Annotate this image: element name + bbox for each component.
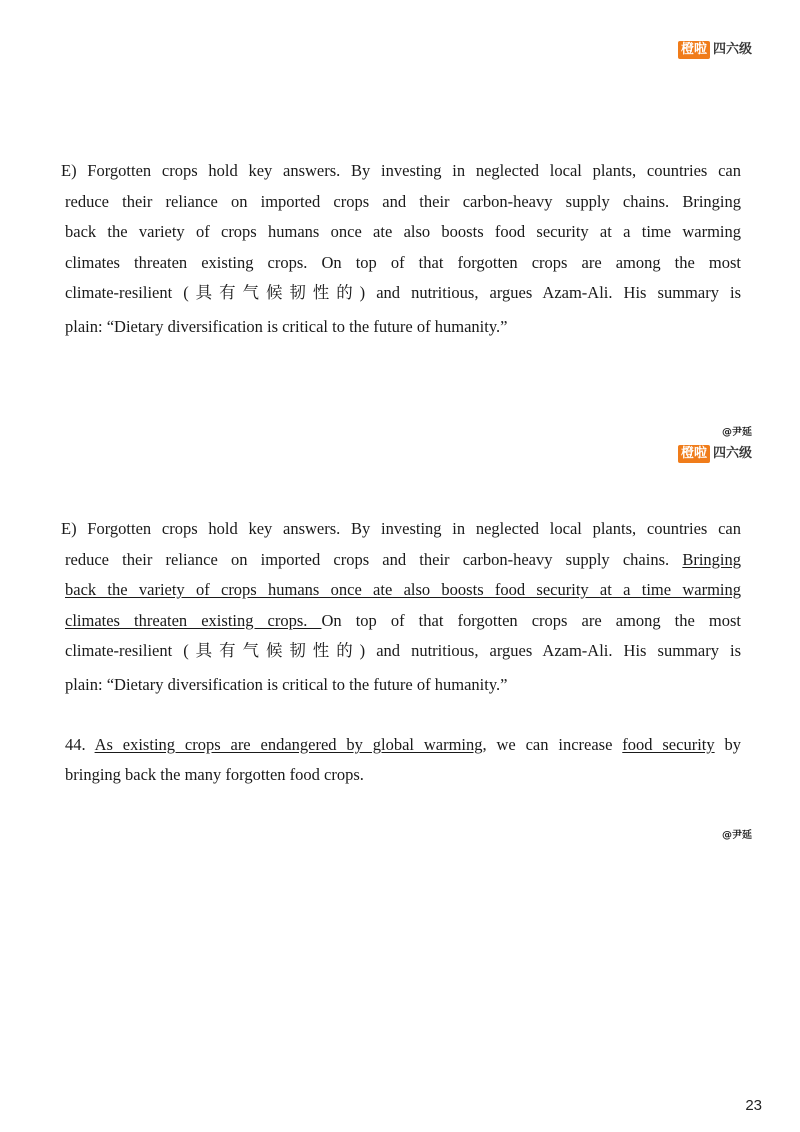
author-watermark: @尹延 bbox=[722, 830, 752, 841]
question-text: by bbox=[714, 735, 741, 754]
passage-text: On top of that forgotten crops are among the most bbox=[321, 610, 741, 630]
passage-e bbox=[48, 156, 741, 345]
passage-line: climates threaten existing crops. On top of that forgotten crops are among the most bbox=[65, 252, 741, 272]
brand-logo-tag: 四六级 bbox=[712, 446, 752, 461]
passage-e-annotated bbox=[48, 514, 741, 703]
passage-line: climate-resilient (具有气候韧性的) and nutritious, argues Azam-Ali. His summary is bbox=[65, 641, 741, 661]
passage-line: reduce their reliance on imported crops and their carbon-heavy supply chains. Bringing bbox=[65, 191, 741, 211]
brand-logo-mark: 橙啦 bbox=[678, 41, 710, 59]
question-number: 44. bbox=[65, 735, 95, 754]
underlined-keyword: food security bbox=[622, 735, 715, 754]
passage-line bbox=[48, 575, 741, 606]
passage-text: reduce their reliance on imported crops and their carbon-heavy supply chains. bbox=[65, 549, 683, 569]
brand-logo bbox=[678, 444, 752, 464]
underlined-evidence: climates threaten existing crops. bbox=[65, 610, 322, 630]
question-line bbox=[48, 730, 741, 760]
page-number: 23 bbox=[745, 1097, 762, 1114]
question-line: bringing back the many forgotten food crops. bbox=[65, 765, 364, 784]
brand-logo-tag: 四六级 bbox=[712, 42, 752, 57]
passage-line: plain: “Dietary diversification is critical to the future of humanity.” bbox=[65, 674, 508, 694]
underlined-evidence: back the variety of crops humans once ate also boosts food security at a time warming bbox=[65, 580, 741, 600]
passage-line: back the variety of crops humans once ate also boosts food security at a time warming bbox=[65, 222, 741, 242]
question-44 bbox=[48, 730, 741, 790]
author-watermark: @尹延 bbox=[722, 427, 752, 438]
passage-line bbox=[48, 545, 741, 576]
question-text: , we can increase bbox=[482, 735, 623, 754]
brand-logo-mark: 橙啦 bbox=[678, 445, 710, 463]
passage-line: E) Forgotten crops hold key answers. By investing in neglected local plants, countries can bbox=[61, 161, 741, 180]
underlined-evidence: Bringing bbox=[682, 549, 741, 569]
underlined-paraphrase: As existing crops are endangered by global warming bbox=[94, 735, 483, 754]
passage-line: E) Forgotten crops hold key answers. By investing in neglected local plants, countries can bbox=[61, 519, 741, 538]
passage-line: climate-resilient (具有气候韧性的) and nutritious, argues Azam-Ali. His summary is bbox=[65, 283, 741, 303]
passage-line: plain: “Dietary diversification is critical to the future of humanity.” bbox=[65, 316, 508, 336]
brand-logo bbox=[678, 40, 752, 60]
passage-line bbox=[48, 606, 741, 637]
